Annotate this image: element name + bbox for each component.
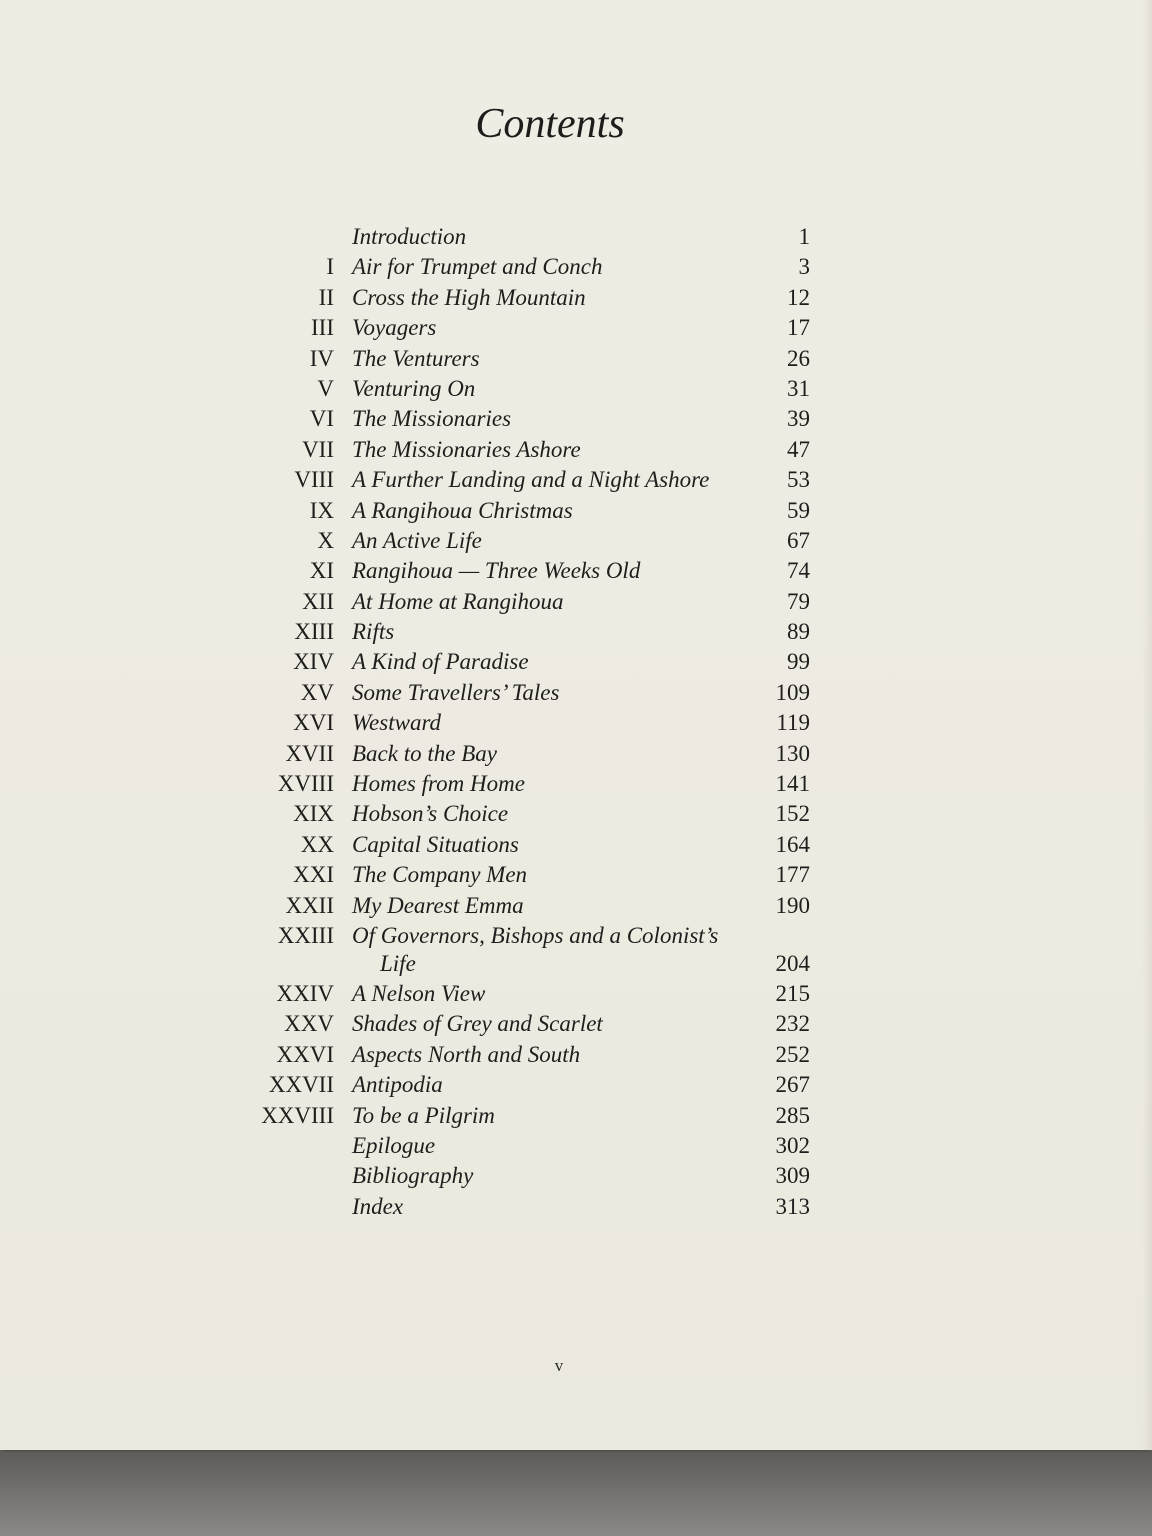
- chapter-number: VI: [309, 406, 334, 432]
- toc-row: [0, 862, 1152, 892]
- chapter-number: XVIII: [277, 771, 334, 797]
- page-number: 109: [775, 679, 810, 705]
- chapter-number: XIV: [293, 649, 334, 675]
- chapter-title: [352, 315, 436, 341]
- chapter-title: [352, 467, 709, 493]
- page-number: 302: [775, 1132, 810, 1158]
- toc-row: [0, 680, 1152, 710]
- page-number: 130: [775, 740, 810, 766]
- chapter-title-text: Shades of Grey and Scarlet: [352, 1011, 603, 1037]
- page-number: 17: [787, 315, 810, 341]
- page-number: 3: [798, 254, 810, 280]
- chapter-title: [352, 1042, 580, 1068]
- chapter-number: XIX: [293, 801, 334, 827]
- page-number: 1: [798, 224, 810, 249]
- toc-row: [0, 923, 1152, 981]
- chapter-title: [352, 1103, 495, 1129]
- chapter-number: IV: [309, 345, 334, 371]
- chapter-title: [352, 710, 441, 736]
- page-number: 26: [787, 345, 810, 371]
- toc-row: [0, 619, 1152, 649]
- chapter-title: [352, 558, 640, 584]
- chapter-title-text: A Further Landing and a Night Ashore: [352, 467, 710, 493]
- toc-row: [0, 710, 1152, 740]
- chapter-title: [352, 981, 485, 1007]
- toc-row: [0, 1163, 1152, 1193]
- chapter-title-text: The Missionaries: [352, 406, 512, 432]
- toc-row: [0, 376, 1152, 406]
- chapter-title-text: Back to the Bay: [352, 740, 497, 766]
- page-number: 141: [775, 771, 810, 797]
- page-number: 67: [787, 527, 810, 553]
- chapter-title: [352, 376, 475, 402]
- chapter-title-text: Aspects North and South: [352, 1041, 581, 1067]
- page-number: 177: [775, 862, 810, 888]
- toc-row: [0, 528, 1152, 558]
- chapter-title-text: Homes from Home: [352, 771, 525, 797]
- chapter-title: [352, 346, 480, 372]
- page-title: Contents: [475, 101, 625, 147]
- page-folio: v: [554, 1356, 564, 1375]
- chapter-title: [352, 1011, 603, 1037]
- chapter-title: [352, 801, 508, 827]
- chapter-title-continuation: Life: [380, 950, 416, 976]
- chapter-title-text: The Missionaries Ashore: [352, 436, 581, 462]
- chapter-title-text: Venturing On: [352, 375, 476, 401]
- chapter-title-text: At Home at Rangihoua: [352, 588, 564, 614]
- page-number: 99: [787, 649, 810, 675]
- toc-row: [0, 893, 1152, 923]
- toc-row: [0, 771, 1152, 801]
- chapter-title-text: Index: [352, 1193, 404, 1219]
- chapter-number: XIII: [294, 619, 334, 645]
- toc-row: [0, 741, 1152, 771]
- chapter-title: [352, 771, 525, 797]
- toc-row: [0, 801, 1152, 831]
- chapter-number: III: [311, 315, 334, 341]
- chapter-title: [352, 619, 394, 645]
- chapter-title-text: Cross the High Mountain: [352, 284, 586, 310]
- page-number: 267: [775, 1072, 810, 1098]
- page-number: 285: [775, 1102, 810, 1128]
- chapter-number: XXII: [285, 892, 334, 918]
- toc-row: [0, 254, 1152, 284]
- chapter-number: VIII: [294, 467, 334, 493]
- table-of-contents: [0, 224, 1152, 1224]
- page-number: 59: [787, 497, 810, 523]
- chapter-title-text: Some Travellers’ Tales: [352, 679, 560, 705]
- chapter-title: [352, 589, 563, 615]
- chapter-number: XX: [300, 831, 334, 857]
- chapter-number: XVI: [293, 710, 334, 736]
- toc-row: [0, 981, 1152, 1011]
- page-number: 53: [787, 467, 810, 493]
- chapter-title: [352, 1194, 403, 1220]
- chapter-title-text: Westward: [352, 710, 442, 736]
- page-number: 12: [787, 284, 810, 310]
- chapter-title: [352, 1163, 473, 1189]
- chapter-title-text: Epilogue: [352, 1132, 436, 1158]
- toc-row: [0, 1103, 1152, 1133]
- toc-row: [0, 589, 1152, 619]
- chapter-title: [352, 862, 527, 888]
- chapter-title-text: Air for Trumpet and Conch: [352, 254, 603, 280]
- page-number: 190: [775, 892, 810, 918]
- chapter-title-text: My Dearest Emma: [352, 892, 524, 918]
- chapter-title: [352, 498, 573, 524]
- toc-row: [0, 437, 1152, 467]
- chapter-title-text: To be a Pilgrim: [352, 1102, 495, 1128]
- chapter-title: [352, 224, 466, 250]
- chapter-title: [352, 832, 519, 858]
- toc-row: [0, 1072, 1152, 1102]
- chapter-number: V: [317, 375, 334, 401]
- page-number: 232: [775, 1011, 810, 1037]
- chapter-title-text: Hobson’s Choice: [352, 801, 509, 827]
- toc-row: [0, 346, 1152, 376]
- chapter-title: [352, 1072, 443, 1098]
- chapter-title-text: Introduction: [352, 224, 467, 249]
- chapter-title: [352, 1133, 435, 1159]
- chapter-title: [352, 893, 524, 919]
- chapter-title: [352, 528, 482, 554]
- chapter-title-text: An Active Life: [352, 527, 482, 553]
- toc-row: [0, 649, 1152, 679]
- toc-row: [0, 406, 1152, 436]
- chapter-number: VII: [302, 436, 334, 462]
- chapter-number: XV: [300, 679, 334, 705]
- toc-row: [0, 1011, 1152, 1041]
- page-number: 79: [787, 588, 810, 614]
- page-number: 313: [775, 1193, 810, 1219]
- page-number: 119: [776, 710, 810, 736]
- chapter-title-text: A Nelson View: [352, 980, 486, 1006]
- toc-row: [0, 1133, 1152, 1163]
- chapter-title: [352, 680, 559, 706]
- toc-row: [0, 558, 1152, 588]
- toc-row: [0, 315, 1152, 345]
- chapter-title-text: Voyagers: [352, 315, 437, 341]
- chapter-number: XXVI: [276, 1041, 334, 1067]
- page-number: 89: [787, 619, 810, 645]
- page-number: 47: [787, 436, 810, 462]
- chapter-title: [352, 741, 497, 767]
- chapter-title: [352, 285, 586, 311]
- page-number: 204: [775, 950, 810, 976]
- chapter-title: [352, 649, 529, 675]
- page-number: 39: [787, 406, 810, 432]
- toc-row: [0, 285, 1152, 315]
- chapter-title-text: The Venturers: [352, 345, 480, 371]
- page-number: 215: [775, 980, 810, 1006]
- toc-row: [0, 467, 1152, 497]
- page-number: 309: [775, 1163, 810, 1189]
- chapter-number: X: [317, 527, 334, 553]
- toc-row: [0, 498, 1152, 528]
- chapter-number: XI: [309, 558, 334, 584]
- chapter-number: XXI: [293, 862, 334, 888]
- chapter-number: XXVIII: [261, 1102, 334, 1128]
- chapter-number: XXVII: [268, 1072, 334, 1098]
- toc-row: [0, 1194, 1152, 1224]
- chapter-number: XII: [302, 588, 334, 614]
- chapter-title-text: Antipodia: [352, 1072, 443, 1098]
- chapter-title: [352, 254, 602, 280]
- chapter-number: XXIV: [276, 980, 334, 1006]
- chapter-title-text: Rangihoua — Three Weeks Old: [352, 558, 641, 584]
- page-number: 252: [775, 1041, 810, 1067]
- background-surface: [0, 1452, 1152, 1536]
- chapter-title-text: The Company Men: [352, 862, 528, 888]
- chapter-number: I: [326, 254, 334, 280]
- chapter-title: [352, 406, 511, 432]
- chapter-title-text: Bibliography: [352, 1163, 474, 1189]
- chapter-number: XXIII: [277, 922, 334, 948]
- toc-row: [0, 1042, 1152, 1072]
- chapter-number: II: [318, 284, 334, 310]
- toc-row: [0, 832, 1152, 862]
- toc-row: [0, 224, 1152, 254]
- chapter-number: XXV: [284, 1011, 334, 1037]
- page-number: 152: [775, 801, 810, 827]
- chapter-title-text: Capital Situations: [352, 831, 519, 857]
- page-number: 164: [775, 831, 810, 857]
- chapter-title-text: Rifts: [352, 619, 395, 645]
- chapter-title-text: A Rangihoua Christmas: [352, 497, 573, 523]
- chapter-title: [352, 437, 581, 463]
- chapter-number: XVII: [285, 740, 334, 766]
- chapter-title-text: A Kind of Paradise: [352, 649, 529, 675]
- page-number: 31: [787, 375, 810, 401]
- chapter-title: [352, 923, 718, 977]
- page-number: 74: [787, 558, 810, 584]
- chapter-number: IX: [309, 497, 334, 523]
- chapter-title-text: Of Governors, Bishops and a Colonist’s: [352, 922, 719, 948]
